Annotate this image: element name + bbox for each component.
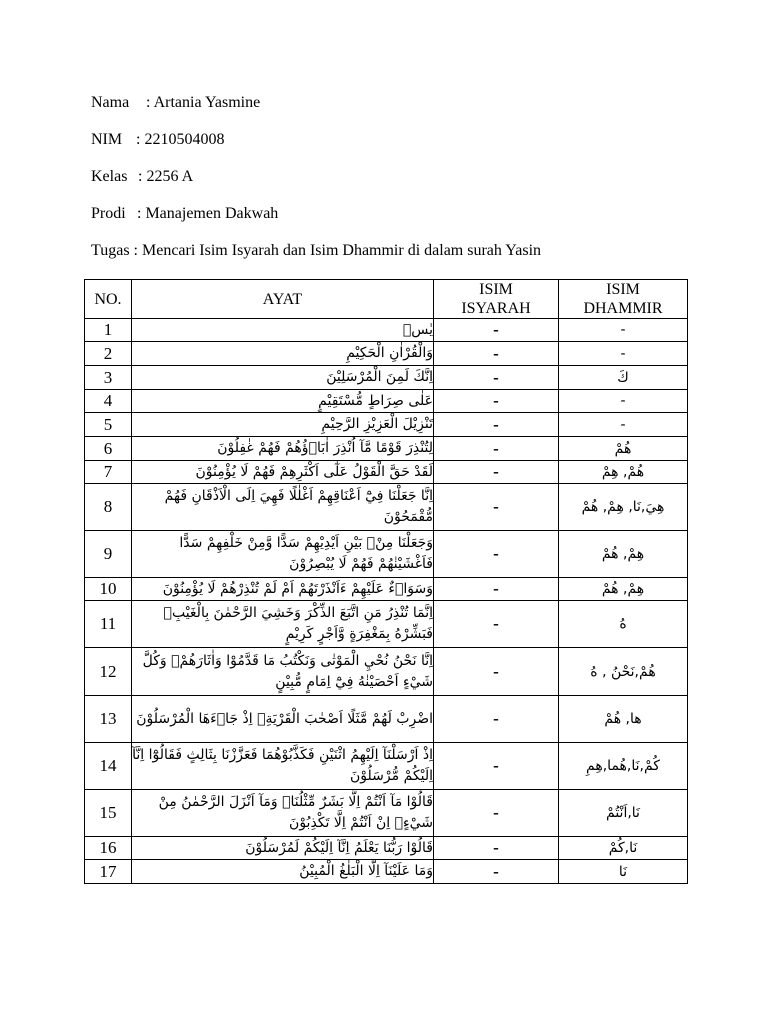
kelas-sep: : [138, 168, 147, 185]
row-number: 6 [85, 437, 132, 461]
ayat-text: تَنْزِيْلَ الْعَزِيْزِ الرَّحِيْمِ [132, 413, 434, 437]
ayat-text: اِنَّا نَحْنُ نُحْيِ الْمَوْتٰى وَنَكْتُبُ مَا قَدَّمُوْا وَاٰثَارَهُمْۗ وَكُلَّ شَيْءٍ اَحْصَيْنٰهُ فِيْٓ اِمَامٍ مُّبِيْنٍ [132, 648, 434, 696]
row-number: 1 [85, 319, 132, 342]
table-row [85, 578, 688, 601]
table-row [85, 696, 688, 743]
ayat-text: وَجَعَلْنَا مِنْۢ بَيْنِ اَيْدِيْهِمْ سَدًّا وَّمِنْ خَلْفِهِمْ سَدًّا فَاَغْشَيْنٰهُمْ فَهُمْ لَا يُبْصِرُوْنَ [132, 531, 434, 578]
info-nama [91, 93, 711, 130]
nama-sep: : [146, 94, 154, 111]
isim-isyarah-cell: - [434, 319, 559, 342]
ayat-text: اِنَّا جَعَلْنَا فِيْٓ اَعْنَاقِهِمْ اَغْلٰلًا فَهِيَ اِلَى الْاَذْقَانِ فَهُمْ مُّقْمَحُوْنَ [132, 484, 434, 531]
table-row [85, 837, 688, 860]
row-number: 14 [85, 743, 132, 790]
ayat-text: يٰسۤ [132, 319, 434, 342]
isim-isyarah-cell: - [434, 461, 559, 484]
isim-isyarah-cell: - [434, 390, 559, 413]
row-number: 8 [85, 484, 132, 531]
isim-dhammir-cell: هِمْ, هُمْ [559, 531, 688, 578]
nama-value: Artania Yasmine [153, 94, 261, 111]
table-row [85, 437, 688, 461]
isim-isyarah-cell: - [434, 413, 559, 437]
ayat-text: وَمَا عَلَيْنَآ اِلَّا الْبَلٰغُ الْمُبِيْنُ [132, 860, 434, 884]
isim-dhammir-cell: نَا,كُمْ [559, 837, 688, 860]
row-number: 17 [85, 860, 132, 884]
table-row [85, 342, 688, 366]
row-number: 4 [85, 390, 132, 413]
ayat-text: اِنَّمَا تُنْذِرُ مَنِ اتَّبَعَ الذِّكْرَ وَخَشِيَ الرَّحْمٰنَ بِالْغَيْبِۚ فَبَشِّرْهُ بِمَغْفِرَةٍ وَّاَجْرٍ كَرِيْمٍ [132, 601, 434, 648]
tugas-label: Tugas [91, 242, 130, 259]
row-number: 10 [85, 578, 132, 601]
isim-dhammir-cell: كَ [559, 366, 688, 390]
row-number: 13 [85, 696, 132, 743]
isim-isyarah-cell: - [434, 366, 559, 390]
col-header-ayat: AYAT [132, 280, 434, 319]
isim-isyarah-cell: - [434, 743, 559, 790]
kelas-value: 2256 A [146, 168, 194, 185]
ayat-table [84, 279, 688, 884]
table-row [85, 366, 688, 390]
table-row [85, 531, 688, 578]
isim-dhammir-cell: هُمْ [559, 437, 688, 461]
prodi-sep: : [137, 205, 146, 222]
isim-dhammir-cell: هِيَ,نَا, هِمْ, هُمْ [559, 484, 688, 531]
isim-dhammir-cell: - [559, 390, 688, 413]
isim-dhammir-cell: هِمْ, هُمْ [559, 578, 688, 601]
info-kelas [91, 167, 711, 204]
isim-dhammir-cell: - [559, 413, 688, 437]
table-row [85, 790, 688, 837]
isim-isyarah-cell: - [434, 601, 559, 648]
row-number: 5 [85, 413, 132, 437]
ayat-text: لَقَدْ حَقَّ الْقَوْلُ عَلٰٓى اَكْثَرِهِمْ فَهُمْ لَا يُؤْمِنُوْنَ [132, 461, 434, 484]
table-row [85, 648, 688, 696]
kelas-label: Kelas [91, 168, 128, 185]
isim-isyarah-cell: - [434, 837, 559, 860]
col-header-dhammir-line2: DHAMMIR [583, 300, 663, 317]
row-number: 9 [85, 531, 132, 578]
isim-dhammir-cell: كُمْ,نَا,هُما,هِمِ [559, 743, 688, 790]
isim-isyarah-cell: - [434, 648, 559, 696]
prodi-label: Prodi [91, 205, 126, 222]
ayat-text: قَالُوْا مَآ اَنْتُمْ اِلَّا بَشَرٌ مِّثْلُنَاۙ وَمَآ اَنْزَلَ الرَّحْمٰنُ مِنْ شَيْءٍۙ اِنْ اَنْتُمْ اِلَّا تَكْذِبُوْنَ [132, 790, 434, 837]
ayat-text: لِتُنْذِرَ قَوْمًا مَّآ اُنْذِرَ اٰبَاۤؤُهُمْ فَهُمْ غٰفِلُوْنَ [132, 437, 434, 461]
isim-dhammir-cell: هُمْ, هِمْ [559, 461, 688, 484]
table-row [85, 860, 688, 884]
isim-dhammir-cell: نَا [559, 860, 688, 884]
row-number: 12 [85, 648, 132, 696]
col-header-isyarah [434, 280, 559, 319]
student-info [91, 93, 711, 278]
prodi-value: Manajemen Dakwah [145, 205, 279, 222]
table-row [85, 484, 688, 531]
row-number: 15 [85, 790, 132, 837]
isim-dhammir-cell: هُمْ,نَحْنُ , هُ [559, 648, 688, 696]
isim-isyarah-cell: - [434, 790, 559, 837]
col-header-dhammir-line1: ISIM [606, 281, 640, 298]
table-row [85, 601, 688, 648]
nama-label: Nama [91, 94, 130, 111]
isim-dhammir-cell: - [559, 342, 688, 366]
info-prodi [91, 204, 711, 241]
col-header-no: NO. [85, 280, 132, 319]
col-header-isyarah-line1: ISIM [479, 281, 513, 298]
ayat-text: عَلٰى صِرَاطٍ مُّسْتَقِيْمٍ [132, 390, 434, 413]
tugas-sep: : [129, 242, 142, 259]
table-row [85, 319, 688, 342]
nim-value: 2210504008 [144, 131, 225, 148]
ayat-text: وَسَوَاۤءٌ عَلَيْهِمْ ءَاَنْذَرْتَهُمْ اَمْ لَمْ تُنْذِرْهُمْ لَا يُؤْمِنُوْنَ [132, 578, 434, 601]
table-row [85, 743, 688, 790]
row-number: 3 [85, 366, 132, 390]
isim-isyarah-cell: - [434, 342, 559, 366]
ayat-text: وَالْقُرْاٰنِ الْحَكِيْمِ [132, 342, 434, 366]
tugas-value: Mencari Isim Isyarah dan Isim Dhammir di dalam surah Yasin [142, 242, 542, 259]
isim-isyarah-cell: - [434, 578, 559, 601]
table-header-row [85, 280, 688, 319]
row-number: 2 [85, 342, 132, 366]
isim-isyarah-cell: - [434, 437, 559, 461]
table-row [85, 413, 688, 437]
table-row [85, 390, 688, 413]
isim-isyarah-cell: - [434, 531, 559, 578]
col-header-isyarah-line2: ISYARAH [461, 300, 531, 317]
isim-isyarah-cell: - [434, 860, 559, 884]
info-tugas [91, 241, 711, 278]
isim-isyarah-cell: - [434, 696, 559, 743]
isim-dhammir-cell: ها, هُمْ [559, 696, 688, 743]
isim-dhammir-cell: نَا,اَنْتُمْ [559, 790, 688, 837]
info-nim [91, 130, 711, 167]
isim-dhammir-cell: هُ [559, 601, 688, 648]
row-number: 16 [85, 837, 132, 860]
ayat-text: اضْرِبْ لَهُمْ مَّثَلًا اَصْحٰبَ الْقَرْيَةِۘ اِذْ جَاۤءَهَا الْمُرْسَلُوْنَ [132, 696, 434, 743]
isim-dhammir-cell: - [559, 319, 688, 342]
row-number: 11 [85, 601, 132, 648]
ayat-text: اِنَّكَ لَمِنَ الْمُرْسَلِيْنَ [132, 366, 434, 390]
nim-label: NIM [91, 131, 123, 148]
col-header-dhammir [559, 280, 688, 319]
row-number: 7 [85, 461, 132, 484]
isim-isyarah-cell: - [434, 484, 559, 531]
ayat-text: قَالُوْا رَبُّنَا يَعْلَمُ اِنَّآ اِلَيْكُمْ لَمُرْسَلُوْنَ [132, 837, 434, 860]
nim-sep: : [136, 131, 145, 148]
ayat-text: اِذْ اَرْسَلْنَآ اِلَيْهِمُ اثْنَيْنِ فَكَذَّبُوْهُمَا فَعَزَّزْنَا بِثَالِثٍ فَقَالُوْٓا اِنَّآ اِلَيْكُمْ مُّرْسَلُوْنَ [132, 743, 434, 790]
table-row [85, 461, 688, 484]
